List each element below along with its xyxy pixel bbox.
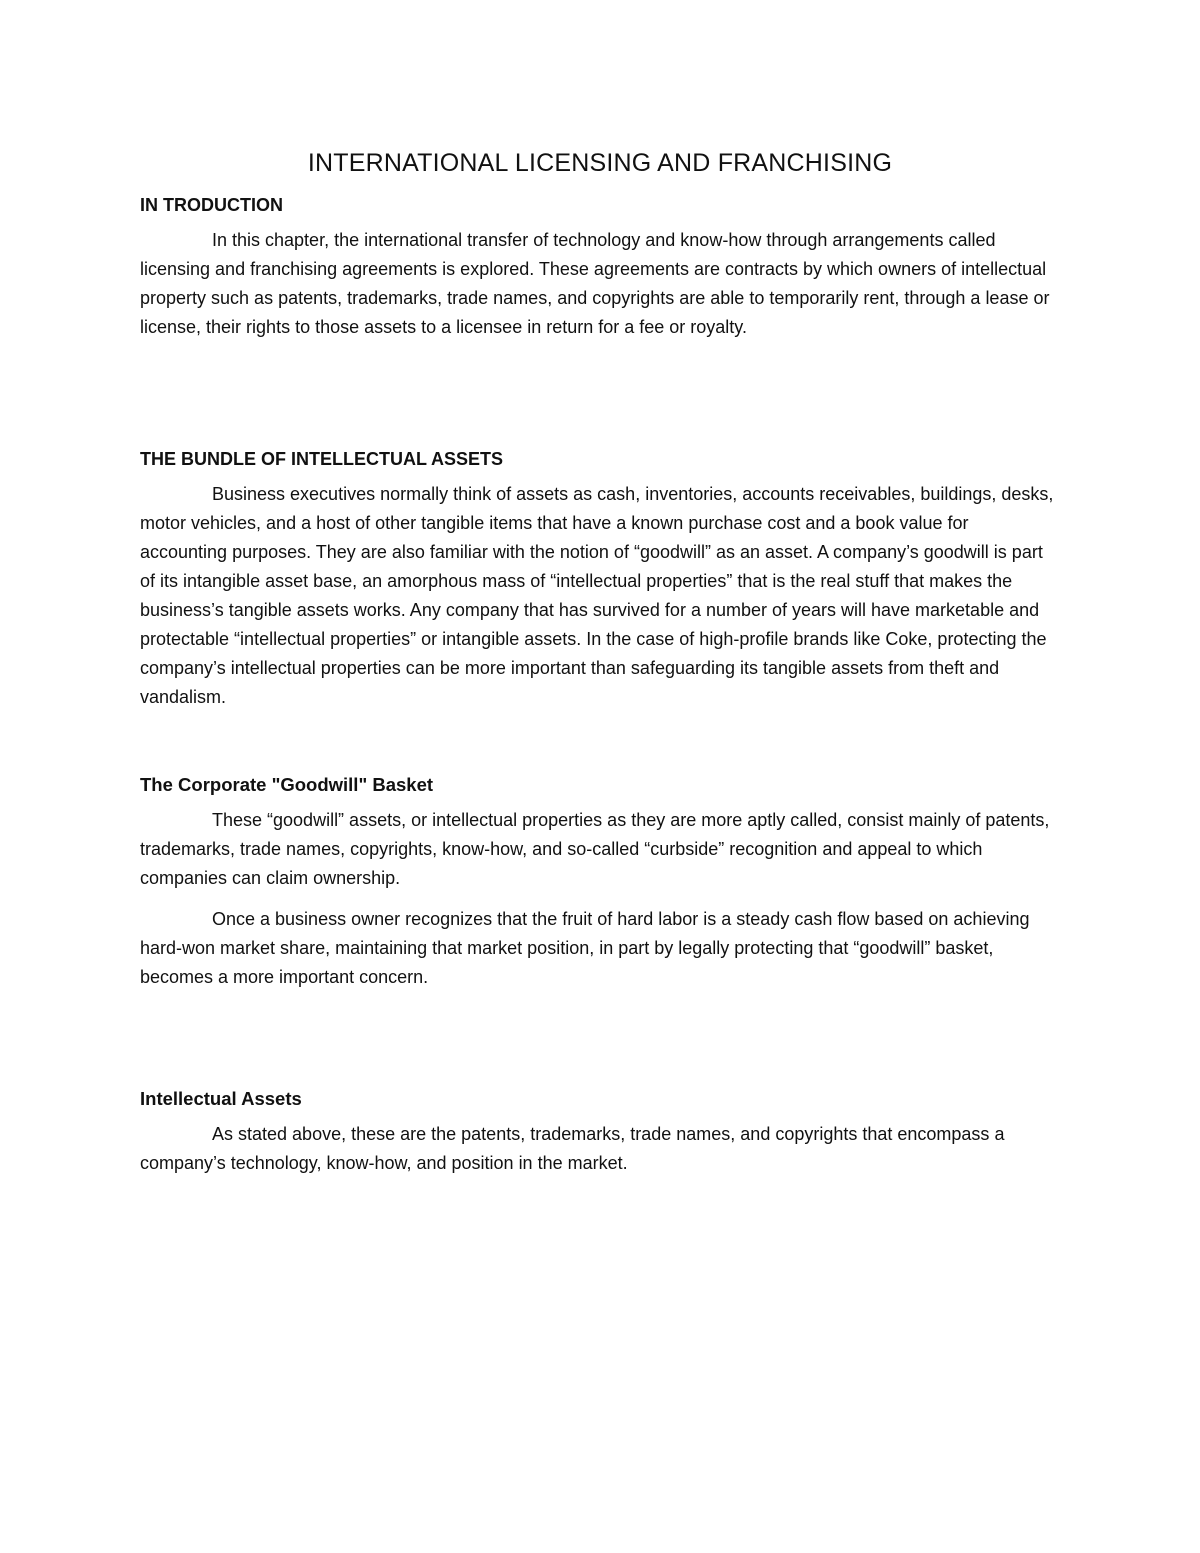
document-body [140, 140, 1060, 1178]
bundle-paragraph: Business executives normally think of assets as cash, inventories, accounts receivables, buildings, desks, motor vehicles, and a host of other tangible items that have a known purchase cost and a book value for accounting purposes. They are also familiar with the notion of “goodwill” as an asset. A company’s goodwill is part of its intangible asset base, an amorphous mass of “intellectual properties” that is the real stuff that makes the business’s tangible assets works. Any company that has survived for a number of years will have marketable and protectable “intellectual properties” or intangible assets. In the case of high-profile brands like Coke, protecting the company’s intellectual properties can be more important than safeguarding its tangible assets from theft and vandalism. [140, 484, 1054, 707]
section-heading-intellectual-assets: Intellectual Assets [140, 1088, 302, 1109]
section-heading-introduction: IN TRODUCTION [140, 195, 283, 215]
intellectual-assets-paragraph: As stated above, these are the patents, trademarks, trade names, and copyrights that encompass a company’s technology, know-how, and position in the market. [140, 1124, 1005, 1173]
introduction-paragraph: In this chapter, the international transfer of technology and know-how through arrangements called licensing and franchising agreements is explored. These agreements are contracts by which owners of intellectual property such as patents, trademarks, trade names, and copyrights are able to temporarily rent, through a lease or license, their rights to those assets to a licensee in return for a fee or royalty. [140, 230, 1050, 337]
goodwill-paragraph-2: Once a business owner recognizes that the fruit of hard labor is a steady cash flow based on achieving hard-won market share, maintaining that market position, in part by legally protecting that “goodwill” basket, becomes a more important concern. [140, 909, 1030, 987]
section-heading-goodwill-basket: The Corporate "Goodwill" Basket [140, 774, 434, 795]
document-title: INTERNATIONAL LICENSING AND FRANCHISING [307, 149, 893, 177]
section-heading-bundle-of-intellectual-assets: THE BUNDLE OF INTELLECTUAL ASSETS [140, 449, 504, 469]
goodwill-paragraph-1: These “goodwill” assets, or intellectual properties as they are more aptly called, consist mainly of patents, trademarks, trade names, copyrights, know-how, and so-called “curbside” recognition and appeal to which companies can claim ownership. [140, 810, 1050, 888]
